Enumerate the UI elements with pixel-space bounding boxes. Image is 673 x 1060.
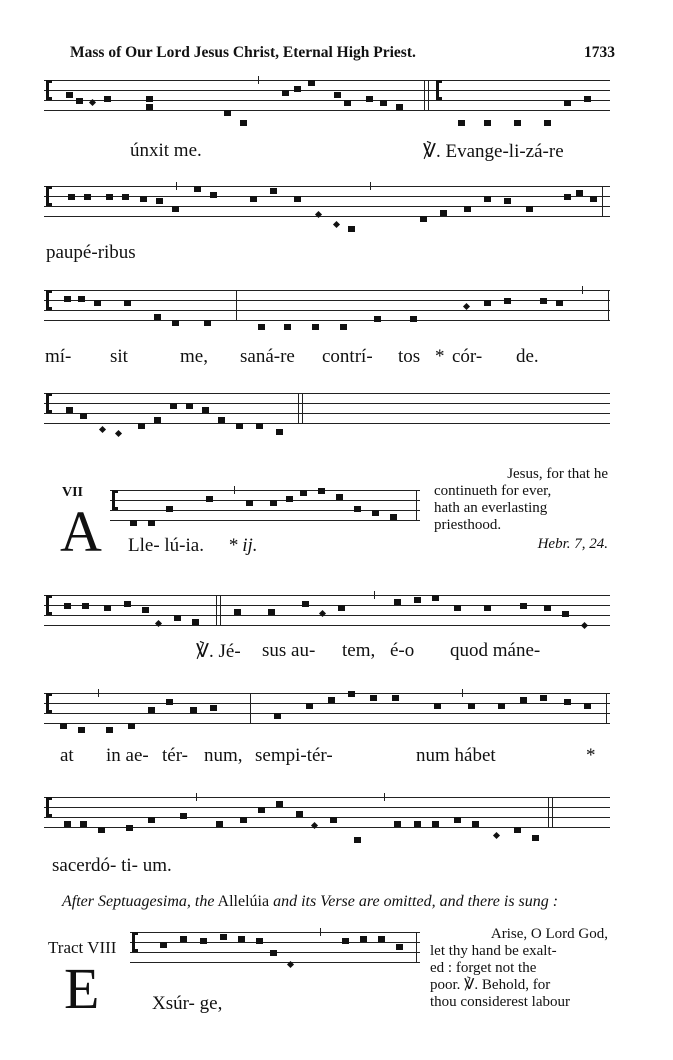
lyric-line-6-3: num, — [204, 745, 243, 766]
do-clef — [46, 80, 52, 100]
tract-initial: E — [64, 956, 100, 1021]
lyric-line-6-5: num hábet — [416, 745, 496, 766]
lyric-line-6-6: * — [586, 745, 596, 766]
alleluia-mode: VII — [62, 485, 84, 500]
page-number: 1733 — [584, 44, 615, 61]
lyric-line-3-4: contrí- — [322, 346, 373, 367]
alleluia-initial: A — [60, 499, 102, 564]
translation-line: Jesus, for that he — [507, 466, 608, 482]
lyric-line-3-5: tos — [398, 346, 421, 367]
scripture-reference: Hebr. 7, 24. — [537, 536, 608, 552]
lyric-line-5-3: é-o — [390, 640, 415, 661]
lyric-line-5-0: ℣. Jé- — [196, 641, 241, 662]
lyric-line-1a: únxit me. — [130, 140, 202, 161]
staff-7 — [44, 797, 610, 833]
staff-5 — [44, 595, 610, 631]
rubric-part-3: and its Verse are omitted, and there is sung : — [273, 893, 559, 910]
lyric-line-3-3: saná-re — [240, 346, 295, 367]
lyric-line-1b: ℣. Evange-li-zá-re — [423, 141, 564, 162]
tract-text: Xsúr- ge, — [152, 993, 223, 1014]
lyric-line-6-0: at — [60, 745, 74, 766]
translation-line: ed : forget not the — [430, 960, 537, 976]
page-title: Mass of Our Lord Jesus Christ, Eternal High Priest. — [70, 44, 416, 61]
lyric-line-3-6: * — [435, 346, 445, 367]
translation-line: continueth for ever, — [434, 483, 552, 499]
rubric — [62, 893, 558, 911]
translation-line: thou considerest labour — [430, 994, 570, 1010]
rubric-part-1: After Septuagesima, the — [62, 893, 215, 910]
staff-alleluia — [110, 490, 420, 526]
lyric-line-3-1: sit — [110, 346, 128, 367]
tract-label: Tract VIII — [48, 938, 117, 957]
lyric-line-5-1: sus au- — [262, 640, 316, 661]
translation-line: let thy hand be exalt- — [430, 943, 557, 959]
staff-2 — [44, 186, 610, 222]
alleluia-text: Lle- lú-ia. — [128, 535, 204, 556]
staff-4 — [44, 393, 610, 429]
lyric-line-5-2: tem, — [342, 640, 376, 661]
staff-1 — [44, 80, 610, 116]
lyric-line-6-1: in ae- — [106, 745, 149, 766]
staff-3 — [44, 290, 610, 326]
lyric-line-5-4: quod máne- — [450, 640, 541, 661]
lyric-line-3-8: de. — [516, 346, 539, 367]
staff-tract — [130, 932, 420, 968]
lyric-line-6-4: sempi-tér- — [255, 745, 333, 766]
translation-line: priesthood. — [434, 517, 502, 533]
lyric-line-6-2: tér- — [162, 745, 188, 766]
lyric-line-2: paupé-ribus — [46, 242, 136, 263]
page-header — [70, 44, 615, 62]
translation-line: hath an everlasting — [434, 500, 548, 516]
lyric-line-7: sacerdó- ti- um. — [52, 855, 172, 876]
translation-line: poor. ℣. Behold, for — [430, 977, 551, 993]
rubric-part-2: Allelúia — [217, 893, 270, 910]
translation-line: Arise, O Lord God, — [490, 926, 608, 942]
lyric-line-3-0: mí- — [45, 346, 72, 367]
lyric-line-3-7: cór- — [452, 346, 483, 367]
lyric-line-3-2: me, — [180, 346, 208, 367]
tract-translation — [430, 926, 608, 1011]
staff-6 — [44, 693, 610, 729]
alleluia-ij: * ij. — [228, 535, 258, 556]
alleluia-translation — [434, 466, 608, 553]
